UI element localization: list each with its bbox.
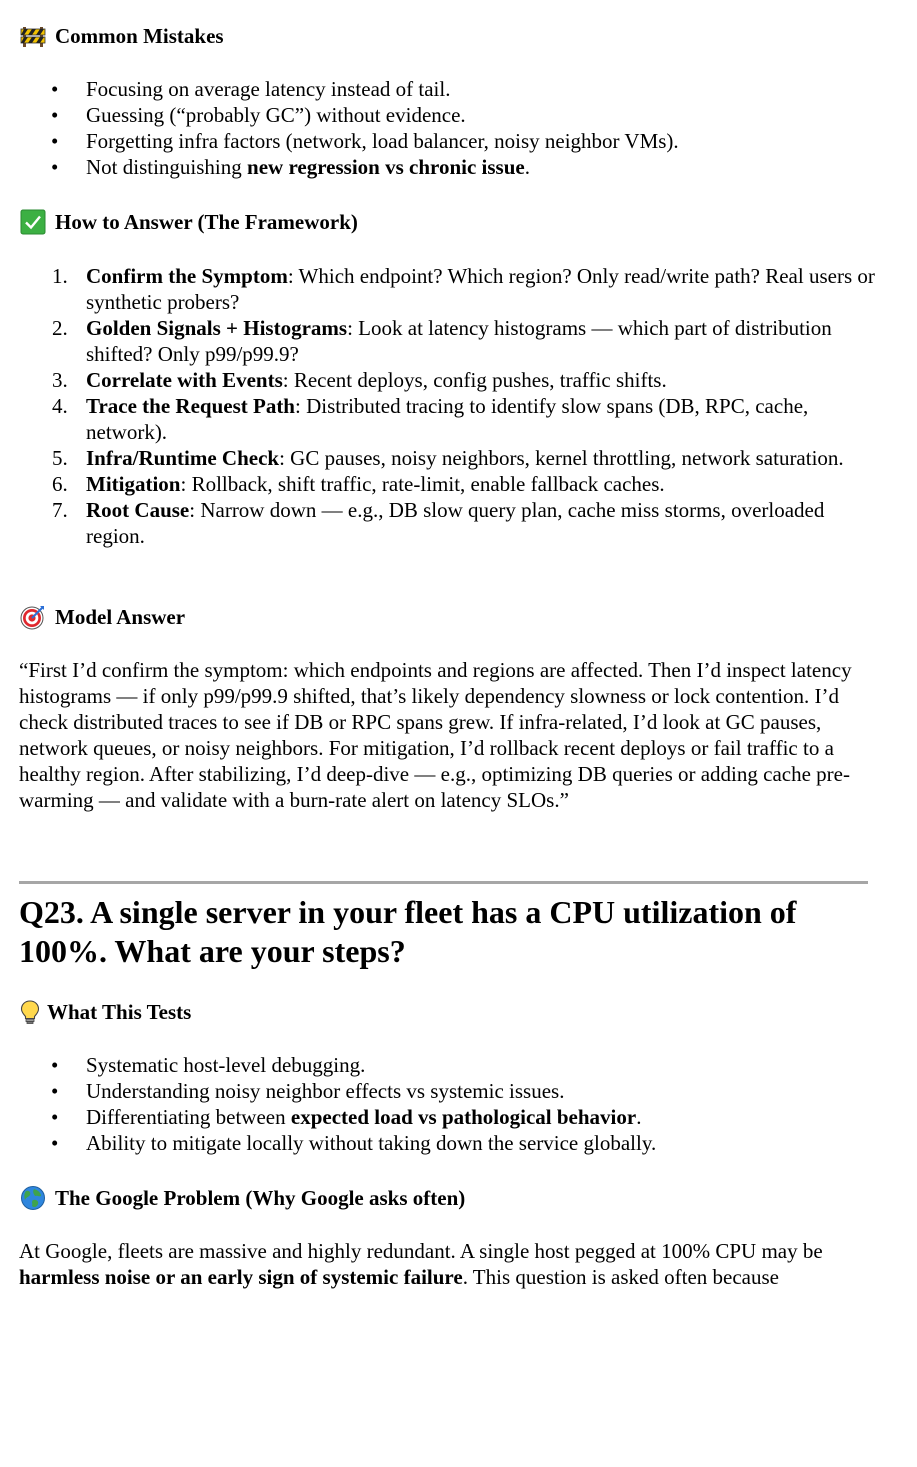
list-item: • Not distinguishing new regression vs chronic issue. <box>51 155 530 179</box>
bullet-icon: • <box>51 1053 59 1077</box>
google-problem-text: At Google, fleets are massive and highly redundant. A single host pegged at 100% CPU may be harmless noise or an early sign of systemic failure. This question is asked often because <box>19 1239 823 1289</box>
direct-hit-target-icon <box>20 604 46 630</box>
framework-title: How to Answer (The Framework) <box>55 210 358 234</box>
light-bulb-icon <box>20 999 40 1025</box>
list-item: 1. Confirm the Symptom: Which endpoint? Which region? Only read/write path? Real users or synthetic probers? <box>52 264 875 314</box>
framework-steps-list <box>0 263 876 549</box>
list-item: 4. Trace the Request Path: Distributed tracing to identify slow spans (DB, RPC, cache, network). <box>52 394 809 444</box>
what-this-tests-heading <box>20 999 191 1025</box>
list-item: 7. Root Cause: Narrow down — e.g., DB slow query plan, cache miss storms, overloaded region. <box>52 498 825 548</box>
question-title: Q23. A single server in your fleet has a CPU utilization of 100%. What are your steps? <box>19 894 797 969</box>
framework-heading <box>20 209 358 235</box>
list-item: • Differentiating between expected load vs pathological behavior. <box>51 1105 642 1129</box>
bullet-icon: • <box>51 77 59 101</box>
globe-icon <box>20 1185 46 1211</box>
section-divider <box>19 881 868 884</box>
bullet-icon: • <box>51 1105 59 1129</box>
what-this-tests-list <box>0 1052 886 1156</box>
google-problem-heading <box>20 1185 465 1211</box>
common-mistakes-title: Common Mistakes <box>55 24 224 48</box>
list-item: 5. Infra/Runtime Check: GC pauses, noisy neighbors, kernel throttling, network saturation. <box>52 446 844 470</box>
model-answer-title: Model Answer <box>55 605 186 629</box>
list-item: • Ability to mitigate locally without taking down the service globally. <box>51 1131 657 1155</box>
list-item: 6. Mitigation: Rollback, shift traffic, rate-limit, enable fallback caches. <box>52 472 665 496</box>
list-item: • Systematic host-level debugging. <box>51 1053 366 1077</box>
list-item: 3. Correlate with Events: Recent deploys, config pushes, traffic shifts. <box>52 368 667 392</box>
list-item: 2. Golden Signals + Histograms: Look at latency histograms — which part of distribution shifted? Only p99/p99.9? <box>52 316 832 366</box>
bullet-icon: • <box>51 1079 59 1103</box>
construction-barrier-icon <box>20 23 46 49</box>
list-item: • Understanding noisy neighbor effects vs systemic issues. <box>51 1079 565 1103</box>
what-this-tests-title: What This Tests <box>47 1000 192 1024</box>
check-mark-button-icon <box>20 209 46 235</box>
common-mistakes-list <box>0 76 886 180</box>
common-mistakes-heading <box>20 23 224 49</box>
bullet-icon: • <box>51 129 59 153</box>
model-answer-text: “First I’d confirm the symptom: which endpoints and regions are affected. Then I’d inspect latency histograms — if only p99/p99.9 shifted, that’s likely dependency slowness or lock contention. I’d check distributed traces to see if DB or RPC spans grew. If infra-related, I’d look at GC pauses, network queues, or noisy neighbors. For mitigation, I’d rollback recent deploys or fail traffic to a healthy region. After stabilizing, I’d deep-dive — e.g., optimizing DB queries or adding cache pre-warming — and validate with a burn-rate alert on latency SLOs.” <box>19 658 852 812</box>
bullet-icon: • <box>51 103 59 127</box>
bullet-icon: • <box>51 155 59 179</box>
list-item: • Guessing (“probably GC”) without evidence. <box>51 103 466 127</box>
google-problem-title: The Google Problem (Why Google asks often) <box>55 1186 466 1210</box>
model-answer-heading <box>20 604 185 630</box>
bullet-icon: • <box>51 1131 59 1155</box>
list-item: • Forgetting infra factors (network, load balancer, noisy neighbor VMs). <box>51 129 679 153</box>
list-item: • Focusing on average latency instead of tail. <box>51 77 451 101</box>
